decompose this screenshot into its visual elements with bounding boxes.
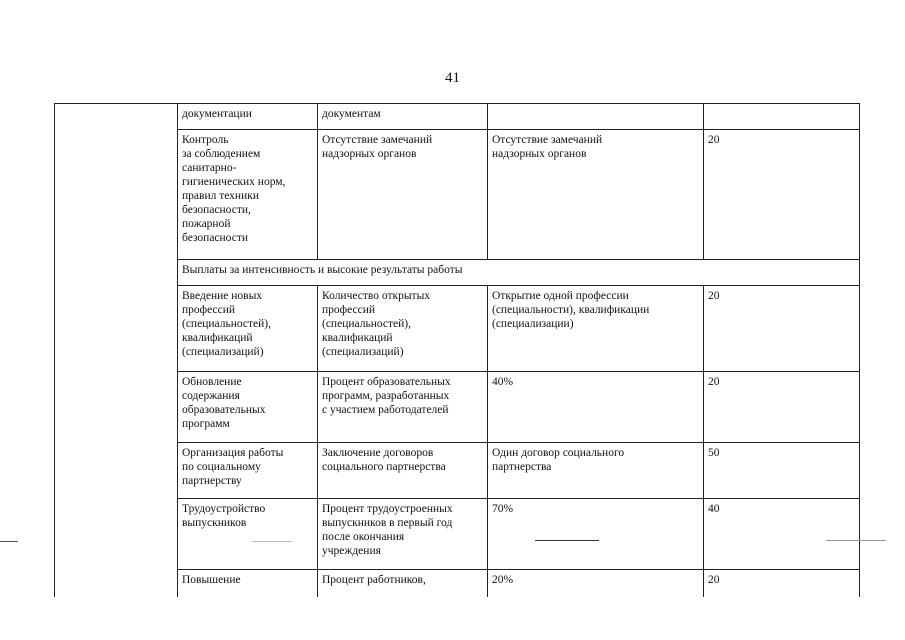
table-cell: Процент трудоустроенных выпускников в первый год после окончания учреждения — [318, 499, 488, 570]
table-cell: 50 — [704, 443, 860, 499]
section-header: Выплаты за интенсивность и высокие результаты работы — [178, 260, 860, 286]
row-documentation — [55, 104, 860, 130]
table-cell: Трудоустройство выпускников — [178, 499, 318, 570]
table-cell: Процент образовательных программ, разработанных с участием работодателей — [318, 372, 488, 443]
table-cell: Введение новых профессий (специальностей), квалификаций (специализаций) — [178, 286, 318, 372]
table-cell — [704, 104, 860, 130]
table-cell: Отсутствие замечаний надзорных органов — [488, 130, 704, 260]
table-cell: Повышение — [178, 570, 318, 597]
empty-lead-column — [55, 104, 178, 597]
table-cell: 40 — [704, 499, 860, 570]
table-cell: Процент работников, — [318, 570, 488, 597]
scan-artifact-left — [0, 541, 18, 542]
table-cell: 40% — [488, 372, 704, 443]
table-cell: документации — [178, 104, 318, 130]
table-cell: 70% — [488, 499, 704, 570]
table-cell: 20 — [704, 570, 860, 597]
scan-artifact-right — [826, 540, 886, 541]
table-cell: Заключение договоров социального партнерства — [318, 443, 488, 499]
table-cell: Один договор социального партнерства — [488, 443, 704, 499]
table-cell: документам — [318, 104, 488, 130]
scan-artifact-center — [535, 540, 599, 541]
scan-artifact-inner — [252, 541, 292, 542]
table-cell: Организация работы по социальному партнерству — [178, 443, 318, 499]
table-cell: 20% — [488, 570, 704, 597]
table-cell — [488, 104, 704, 130]
table-cell: 20 — [704, 286, 860, 372]
table-cell: Обновление содержания образовательных программ — [178, 372, 318, 443]
table-cell: Контроль за соблюдением санитарно- гигиенических норм, правил техники безопасности, пожарной безопасности — [178, 130, 318, 260]
page-number: 41 — [445, 70, 460, 86]
table-cell: 20 — [704, 130, 860, 260]
table-cell: Открытие одной профессии (специальности), квалификации (специализации) — [488, 286, 704, 372]
table-cell: Количество открытых профессий (специальностей), квалификаций (специализаций) — [318, 286, 488, 372]
table-cell: Отсутствие замечаний надзорных органов — [318, 130, 488, 260]
table-cell: 20 — [704, 372, 860, 443]
criteria-table — [54, 103, 860, 597]
